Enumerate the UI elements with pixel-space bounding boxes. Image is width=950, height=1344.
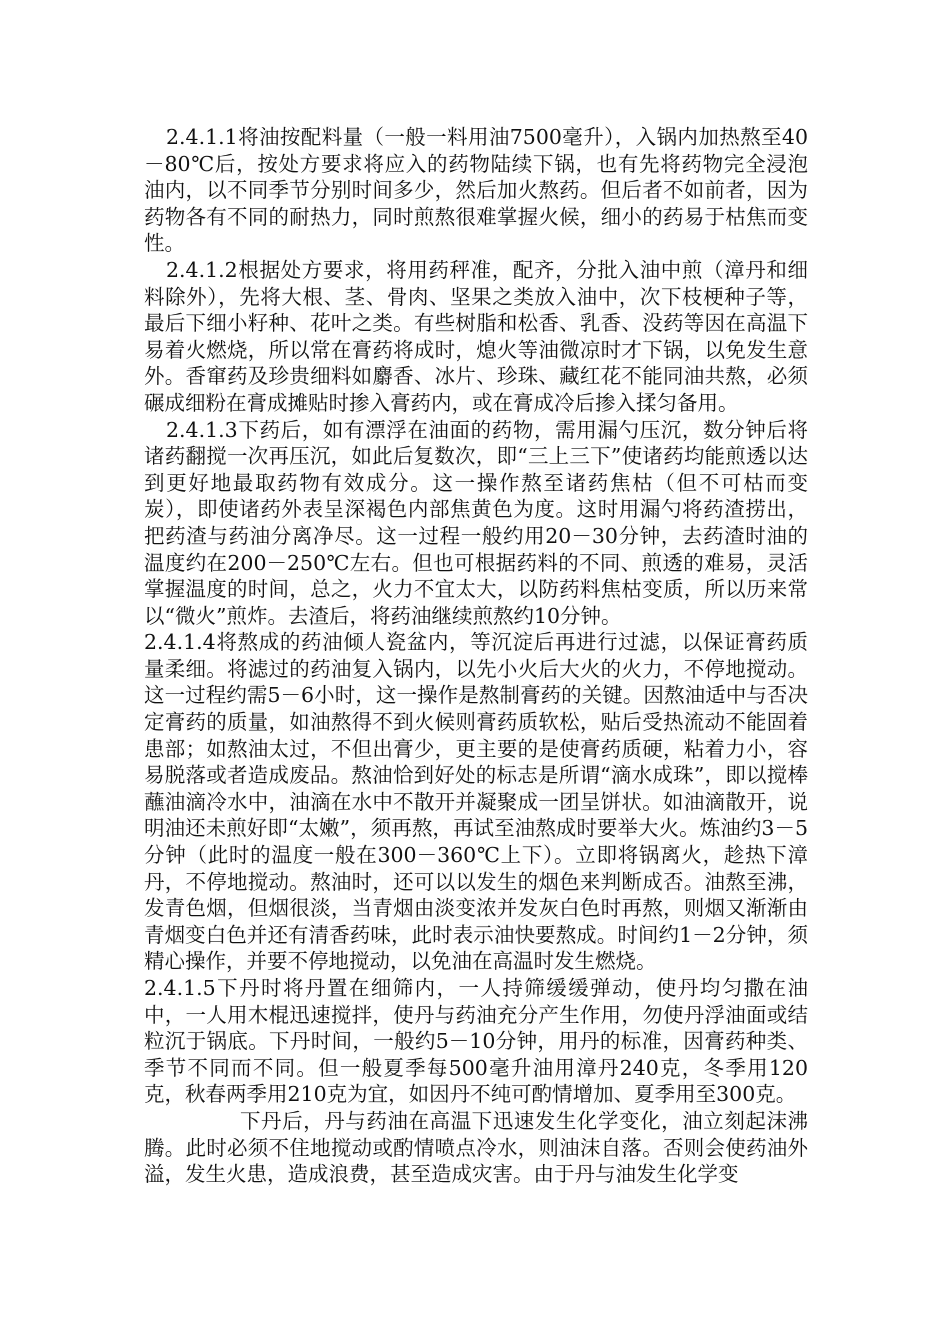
paragraph-2-4-1-5: 2.4.1.5下丹时将丹置在细筛内，一人持筛缓缓弹动，使丹均匀撒在油中，一人用木棍迅速搅拌，使丹与药油充分产生作用，勿使丹浮油面或结粒沉于锅底。下丹时间，一般约5－10分钟，用丹的标准，因膏药种类、季节不同而不同。但一般夏季每500毫升油用漳丹240克，冬季用120克，秋春两季用210克为宜，如因丹不纯可酌情增加、夏季用至300克。 — [144, 976, 808, 1107]
paragraph-2-4-1-2: 2.4.1.2根据处方要求，将用药秤准，配齐，分批入油中煎（漳丹和细料除外），先将大根、茎、骨肉、坚果之类放入油中，次下枝梗种子等，最后下细小籽种、花叶之类。有些树脂和松香、乳香、没药等因在高温下易着火燃烧，所以常在膏药将成时，熄火等油微凉时才下锅，以免发生意外。香窜药及珍贵细料如麝香、冰片、珍珠、藏红花不能同油共熬，必须碾成细粉在膏成摊贴时掺入膏药内，或在膏成冷后掺入揉匀备用。 — [144, 257, 808, 415]
paragraph-2-4-1-1: 2.4.1.1将油按配料量（一般一料用油7500毫升），入锅内加热熬至40－80℃后，按处方要求将应入的药物陆续下锅，也有先将药物完全浸泡油内，以不同季节分别时间多少，然后加火熬药。但后者不如前者，因为药物各有不同的耐热力，同时煎熬很难掌握火候，细小的药易于枯焦而变性。 — [144, 125, 808, 256]
body-text — [144, 124, 808, 1188]
paragraph-2-4-1-4: 2.4.1.4将熬成的药油倾人瓷盆内，等沉淀后再进行过滤，以保证膏药质量柔细。将滤过的药油复入锅内，以先小火后大火的火力，不停地搅动。这一过程约需5－6小时，这一操作是熬制膏药的关键。因熬油适中与否决定膏药的质量，如油熬得不到火候则膏药质软松，贴后受热流动不能固着患部；如熬油太过，不但出膏少，更主要的是使膏药质硬，粘着力小，容易脱落或者造成废品。熬油恰到好处的标志是所谓“滴水成珠”，即以搅棒蘸油滴冷水中，油滴在水中不散开并凝聚成一团呈饼状。如油滴散开，说明油还未煎好即“太嫩”，须再熬，再试至油熬成时要举大火。炼油约3－5分钟（此时的温度一般在300－360℃上下）。立即将锅离火，趁热下漳丹，不停地搅动。熬油时，还可以以发生的烟色来判断成否。油熬至沸，发青色烟，但烟很淡，当青烟由淡变浓并发灰白色时再熬，则烟又渐渐由青烟变白色并还有清香药味，此时表示油快要熬成。时间约1－2分钟，须精心操作，并要不停地搅动，以免油在高温时发生燃烧。 — [144, 630, 808, 974]
paragraph-after-dan: 下丹后，丹与药油在高温下迅速发生化学变化，油立刻起沫沸腾。此时必须不住地搅动或酌情喷点冷水，则油沫自落。否则会使药油外溢，发生火患，造成浪费，甚至造成灾害。由于丹与油发生化学变 — [144, 1108, 808, 1187]
paragraph-2-4-1-3: 2.4.1.3下药后，如有漂浮在油面的药物，需用漏勺压沉，数分钟后将诸药翻搅一次再压沉，如此后复数次，即“三上三下”使诸药均能煎透以达到更好地最取药物有效成分。这一操作熬至诸药焦枯（但不可枯而变炭），即使诸药外表呈深褐色内部焦黄色为度。这时用漏勺将药渣捞出，把药渣与药油分离净尽。这一过程一般约用20－30分钟，去药渣时油的温度约在200－250℃左右。但也可根据药料的不同、煎透的难易，灵活掌握温度的时间，总之，火力不宜太大，以防药料焦枯变质，所以历来常以“微火”煎炸。去渣后，将药油继续煎熬约10分钟。 — [144, 417, 808, 628]
